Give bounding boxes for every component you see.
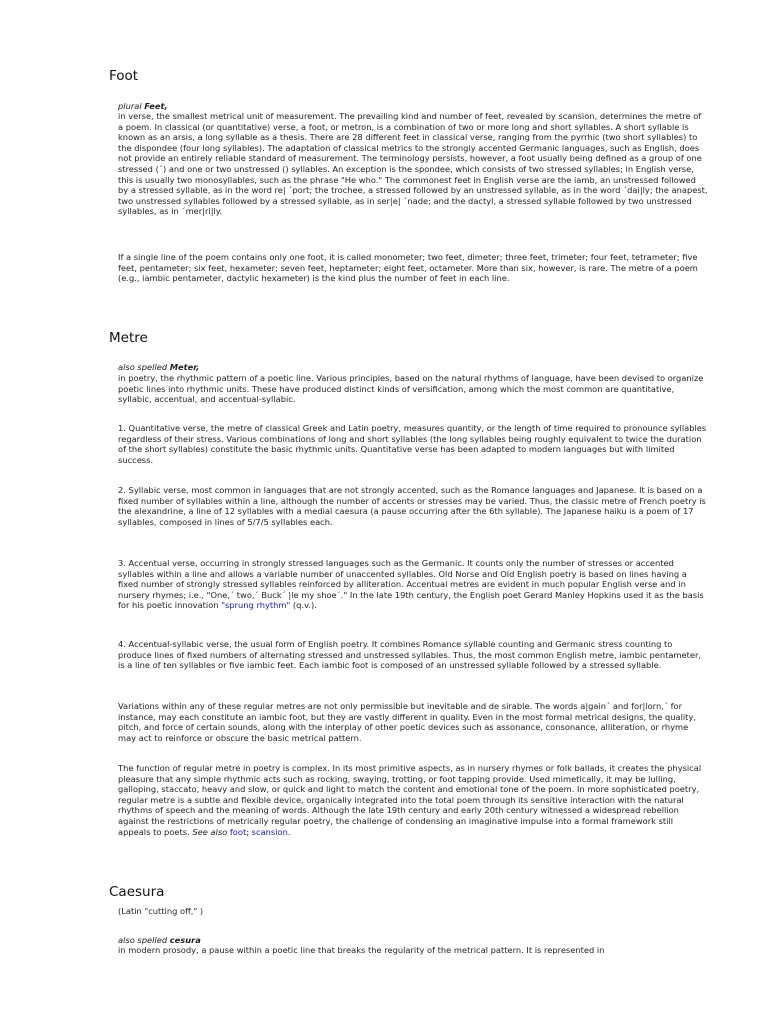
caesura-origin: (Latin "cutting off," ) <box>118 906 204 916</box>
metre-para-accentual-syllabic: 4. Accentual-syllabic verse, the usual form of English poetry. It combines Romance syllable counting and Germanic stress counting to produce lines of fixed numbers of alternating stressed and unstressed syllables. Thus, the most common English metre, iambic pentameter, is a line of ten syllables or five iambic feet. Each iambic foot is composed of an unstressed syllable followed by a stressed syllable. <box>118 639 702 671</box>
foot-para-1: in verse, the smallest metrical unit of measurement. The prevailing kind and number of feet, revealed by scansion, determines the metre of a poem. In classical (or quantitative) verse, a foot, or metron, is a combination of two or more long and short syllables. A short syllable is known as an arsis, a long syllable as a thesis. There are 28 different feet in classical verse, ranging from the pyrrhic (two short syllables) to the dispondee (four long syllables). The adaptation of classical metrics to the strongly accented Germanic languages, such as English, does not provide an entirely reliable standard of measurement. The terminology persists, however, a foot usually being defined as a group of one stressed (´) and one or two unstressed () syllables. An exception is the spondee, which consists of two stressed syllables; in English verse, this is usually two monosyllables, such as the phrase "He who." The commonest feet in English verse are the iamb, an unstressed followed by a stressed syllable, as in the word re| ´port; the trochee, a stressed followed by an unstressed syllable, as in the word ´dai|ly; the anapest, two unstressed syllables followed by a stressed syllable, as in ser|e| ´nade; and the dactyl, a stressed syllable followed by two unstressed syllables, as in ´mer|ri|ly. <box>118 111 708 217</box>
caesura-aka-prefix: also spelled <box>118 935 170 945</box>
section-heading-foot: Foot <box>109 68 139 84</box>
metre-para-accentual-tail: (q.v.). <box>290 600 317 611</box>
metre-para-function-text: The function of regular metre in poetry is complex. In its most primitive aspects, as in nursery rhymes or folk ballads, it creates the physical pleasure that any simple rhythmic acts such as rocking, swaying, trotting, or foot tapping provide. Used mimetically, it may be lulling, galloping, staccato, heavy and slow, or quick and light to match the content and emotional tone of the poem. In more sophisticated poetry, regular metre is a subtle and flexible device, organically integrated into the total poem through its sensitive interaction with the natural rhythms of speech and the meaning of words. Although the late 19th century and early 20th century witnessed a widespread rebellion against the restrictions of metrically regular poetry, the challenge of condensing an imaginative impulse into a formal framework still appeals to poets. <box>118 763 702 837</box>
metre-aka <box>118 362 708 373</box>
foot-aka-prefix: plural <box>118 101 145 111</box>
scansion-link[interactable]: scansion <box>251 826 288 837</box>
sprung-rhythm-link[interactable]: "sprung rhythm" <box>221 600 291 611</box>
caesura-aka <box>118 935 708 946</box>
metre-intro: in poetry, the rhythmic pattern of a poetic line. Various principles, based on the natural rhythms of language, have been devised to organize poetic lines into rhythmic units. These have produced distinct kinds of versification, among which the most common are quantitative, syllabic, accentual, and accentual-syllabic. <box>118 373 704 405</box>
foot-para-2: If a single line of the poem contains only one foot, it is called monometer; two feet, dimeter; three feet, trimeter; four feet, tetrameter; five feet, pentameter; six feet, hexameter; seven feet, heptameter; eight feet, octameter. More than six, however, is rare. The metre of a poem (e.g., iambic pentameter, dactylic hexameter) is the kind plus the number of feet in each line. <box>118 252 698 284</box>
foot-link[interactable]: foot <box>229 826 247 837</box>
caesura-para-1: in modern prosody, a pause within a poetic line that breaks the regularity of the metrical pattern. It is represented in <box>118 945 605 955</box>
metre-para-accentual-text: 3. Accentual verse, occurring in strongly stressed languages such as the Germanic. It counts only the number of stresses or accented syllables within a line and allows a variable number of unaccented syllables. Old Norse and Old English poetry is based on lines having a fixed number of strongly stressed syllables reinforced by alliteration. Accentual metres are evident in much popular English verse and in nursery rhymes; i.e., "One,´ two,´ Buck´ |le my shoe´." In the late 19th century, the English poet Gerard Manley Hopkins used it as the basis for his poetic innovation <box>118 558 704 611</box>
metre-para-quantitative: 1. Quantitative verse, the metre of classical Greek and Latin poetry, measures quantity, or the length of time required to pronounce syllables regardless of their stress. Various combinations of long and short syllables (the long syllables being roughly equivalent to twice the duration of the short syllables) constitute the basic rhythmic units. Quantitative verse has been adapted to modern languages but with limited success. <box>118 423 707 465</box>
foot-aka <box>118 101 708 112</box>
section-heading-caesura: Caesura <box>109 884 165 900</box>
metre-para-syllabic: 2. Syllabic verse, most common in languages that are not strongly accented, such as the Romance languages and Japanese. It is based on a fixed number of syllables within a line, although the number of accents or stresses may be varied. Thus, the classic metre of French poetry is the alexandrine, a line of 12 syllables with a medial caesura (a pause occurring after the 6th syllable). The Japanese haiku is a poem of 17 syllables, composed in lines of 5/7/5 syllables each. <box>118 485 706 527</box>
metre-para-function: The function of regular metre in poetry is complex. In its most primitive aspects, as in nursery rhymes or folk ballads, it creates the physical pleasure that any simple rhythmic acts such as rocking, swaying, trotting, or foot tapping provide. Used mimetically, it may be lulling, galloping, staccato, heavy and slow, or quick and light to match the content and emotional tone of the poem. In more sophisticated poetry, regular metre is a subtle and flexible device, organically integrated into the total poem through its sensitive interaction with the natural rhythms of speech and the meaning of words. Although the late 19th century and early 20th century witnessed a widespread rebellion against the restrictions of metrically regular poetry, the challenge of condensing an imaginative impulse into a formal framework still appeals to poets. See also foot; scansion. <box>118 763 702 837</box>
metre-aka-term: Meter, <box>169 362 200 372</box>
see-also-label: See also <box>192 826 228 837</box>
metre-aka-prefix: also spelled <box>118 362 170 372</box>
caesura-aka-term: cesura <box>169 935 201 945</box>
metre-para-accentual <box>118 558 708 611</box>
foot-aka-term: Feet, <box>144 101 168 111</box>
metre-para-variations: Variations within any of these regular metres are not only permissible but inevitable and de sirable. The words a|gain´ and for|lorn,´ for instance, may each constitute an iambic foot, but they are vastly different in quality. Even in the most formal metrical designs, the quality, pitch, and force of certain sounds, along with the interplay of other poetic devices such as assonance, consonance, alliteration, or rhyme may act to reinforce or obscure the basic metrical pattern. <box>118 701 696 743</box>
section-heading-metre: Metre <box>109 330 148 346</box>
